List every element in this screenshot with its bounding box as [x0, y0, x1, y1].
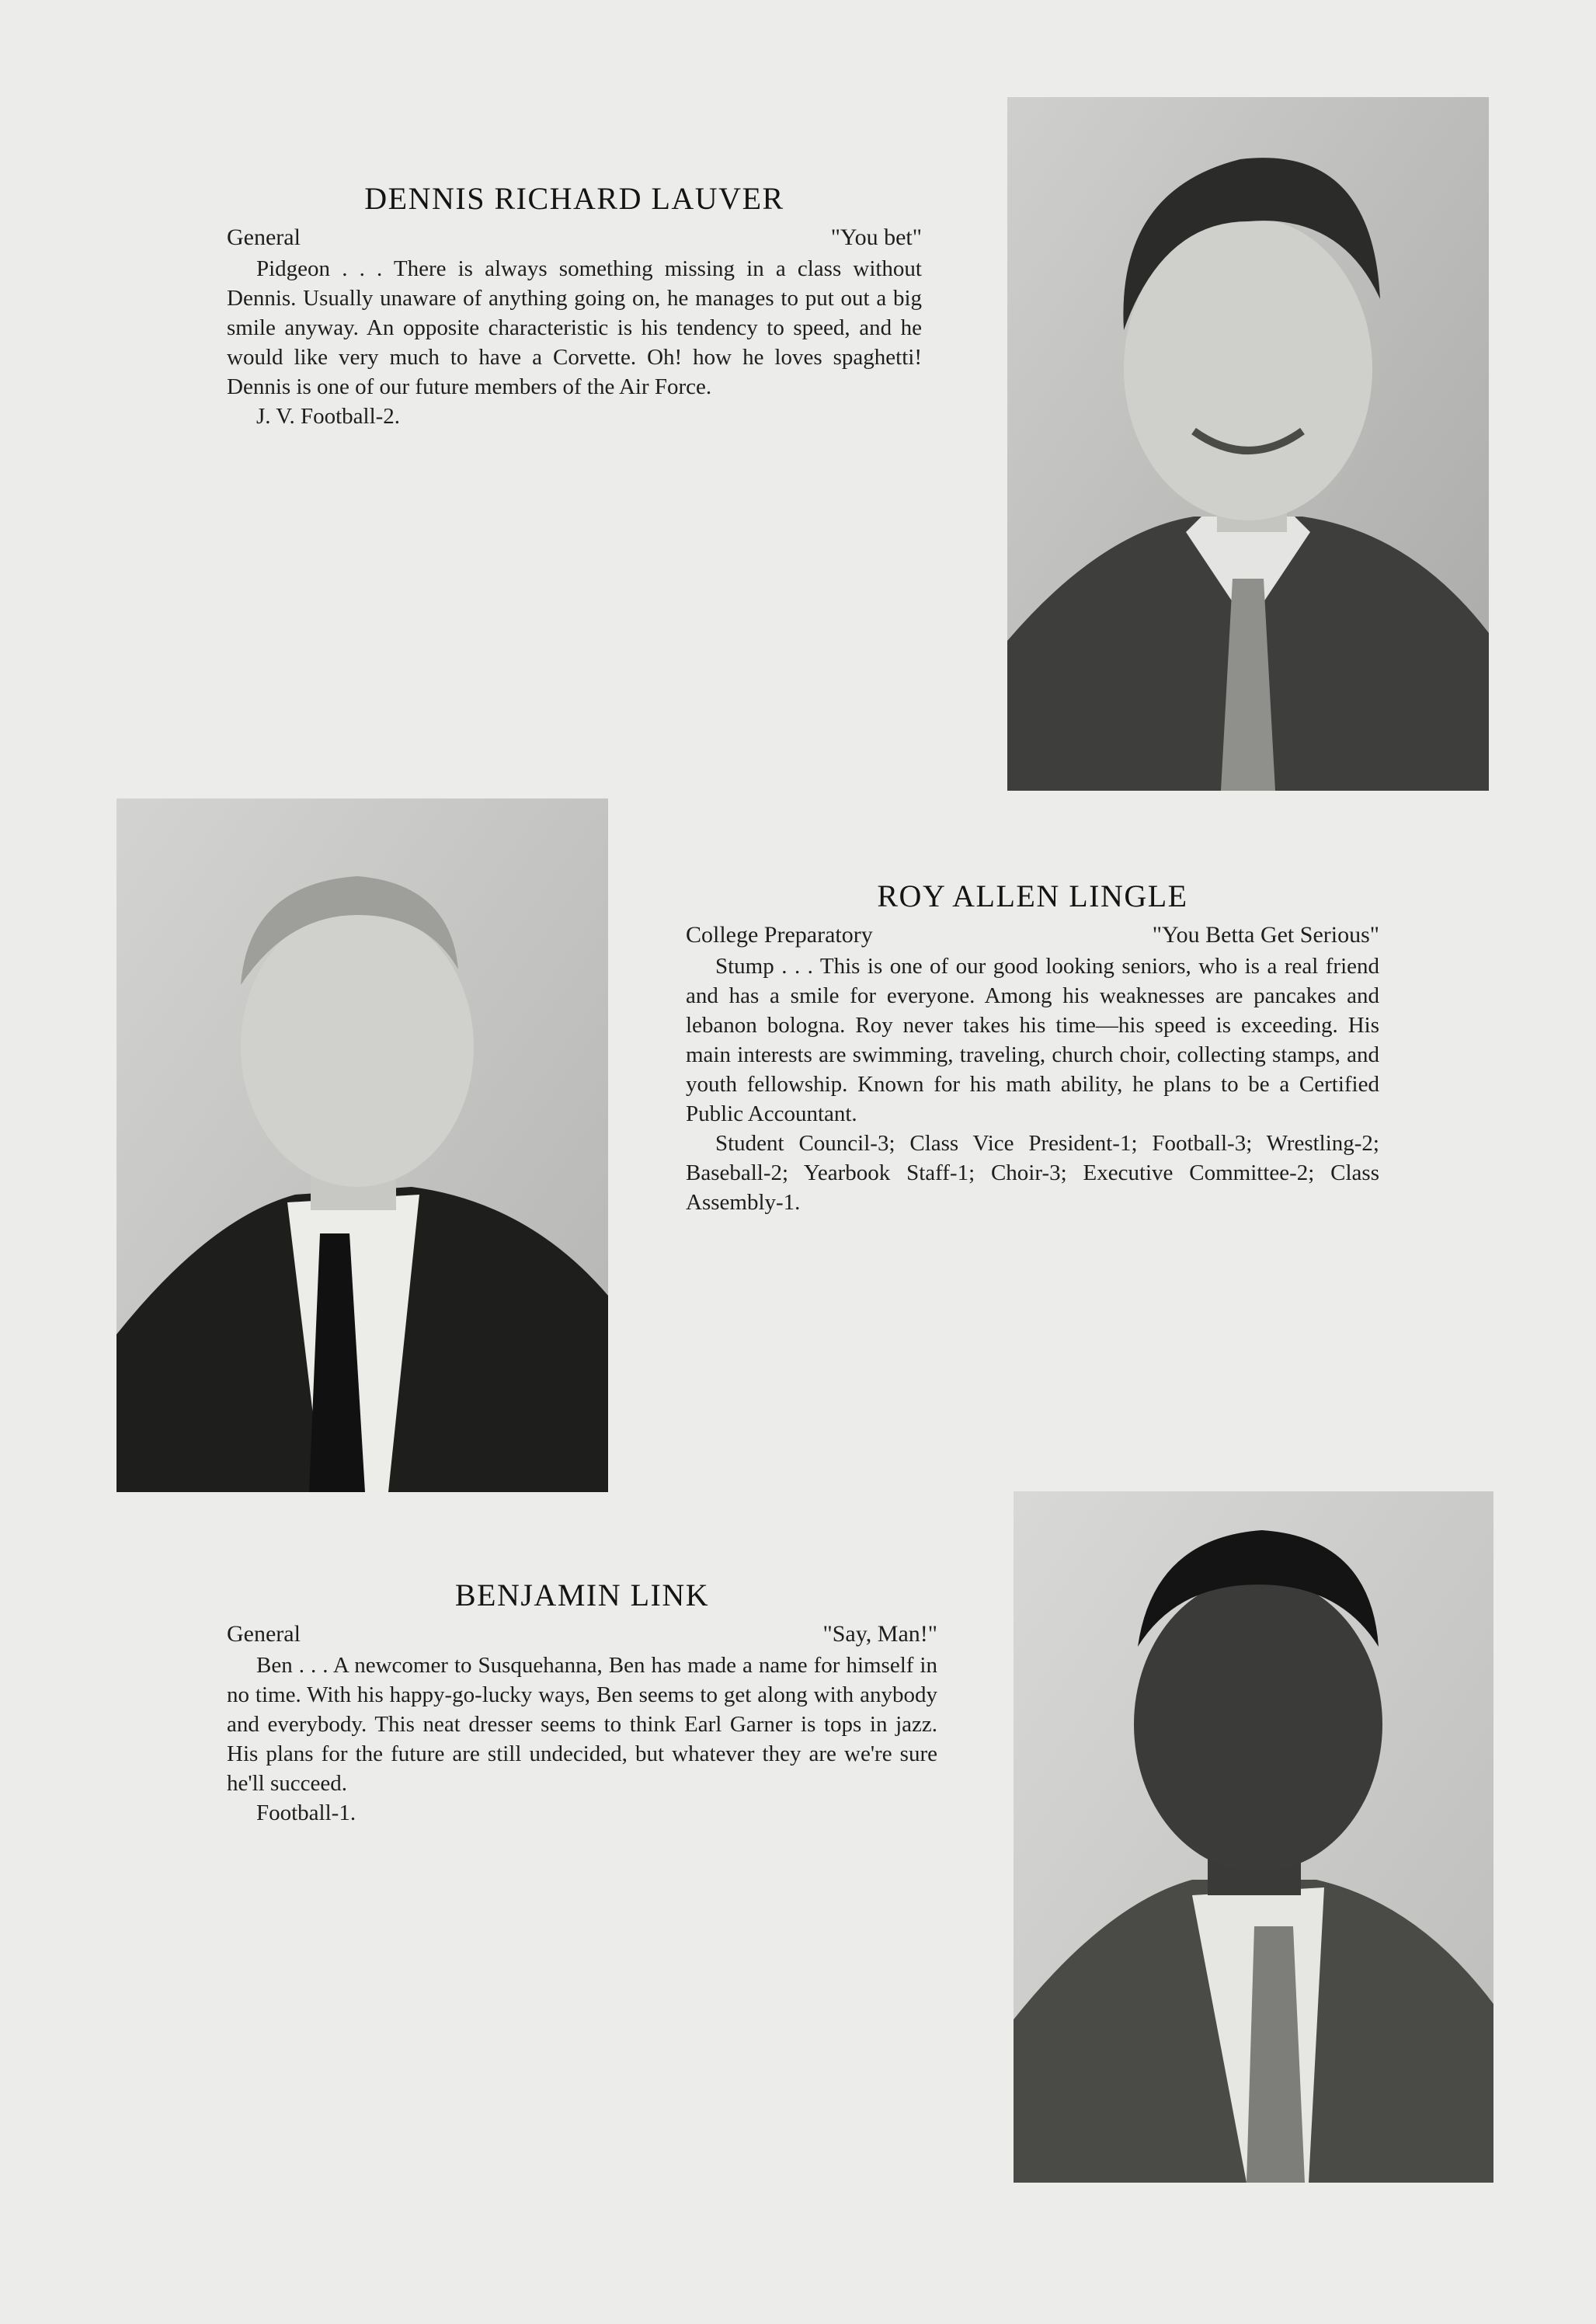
student-meta	[227, 1621, 937, 1647]
student-motto: "Say, Man!"	[822, 1621, 937, 1647]
portrait-photo-link	[1014, 1491, 1493, 2183]
student-motto: "You Betta Get Serious"	[1152, 922, 1379, 948]
portrait-photo-lingle	[116, 798, 608, 1492]
student-motto: "You bet"	[830, 224, 922, 250]
student-bio: Pidgeon . . . There is always something missing in a class without Dennis. Usually unaware of anything going on, he manages to put out a big smile anyway. An opposite characteristic is his tendency to speed, and he would like very much to have a Corvette. Oh! how he loves spaghetti! Dennis is one of our future members of the Air Force.	[227, 256, 922, 399]
student-bio: Stump . . . This is one of our good looking seniors, who is a real friend and has a smile for everyone. Among his weaknesses are pancakes and lebanon bologna. Roy never takes his time—his speed is exceeding. His main interests are swimming, traveling, church choir, collecting stamps, and youth fellowship. Known for his math ability, he plans to be a Certified Public Accountant.	[686, 954, 1379, 1126]
student-name: ROY ALLEN LINGLE	[877, 878, 1188, 913]
student-course: General	[227, 224, 301, 250]
student-bio: Ben . . . A newcomer to Susquehanna, Ben has made a name for himself in no time. With his happy-go-lucky ways, Ben seems to get along with anybody and everybody. This neat dresser seems to think Earl Garner is tops in jazz. His plans for the future are still undecided, but whatever they are we're sure he'll succeed.	[227, 1653, 937, 1796]
student-activities: Football-1.	[256, 1800, 356, 1825]
student-name: BENJAMIN LINK	[454, 1578, 710, 1613]
student-course: College Preparatory	[686, 922, 873, 948]
student-entry-lingle	[686, 878, 1379, 1217]
student-meta	[227, 224, 922, 251]
student-meta	[686, 922, 1379, 948]
portrait-photo-lauver	[1007, 97, 1489, 791]
student-activities: Student Council-3; Class Vice President-1; Football-3; Wrestling-2; Baseball-2; Yearbook Staff-1; Choir-3; Executive Committee-2; Class Assembly-1.	[686, 1131, 1379, 1215]
student-name: DENNIS RICHARD LAUVER	[364, 181, 784, 216]
student-course: General	[227, 1621, 301, 1647]
student-entry-link	[227, 1577, 937, 1828]
student-activities: J. V. Football-2.	[256, 404, 401, 429]
student-entry-lauver	[227, 180, 922, 431]
